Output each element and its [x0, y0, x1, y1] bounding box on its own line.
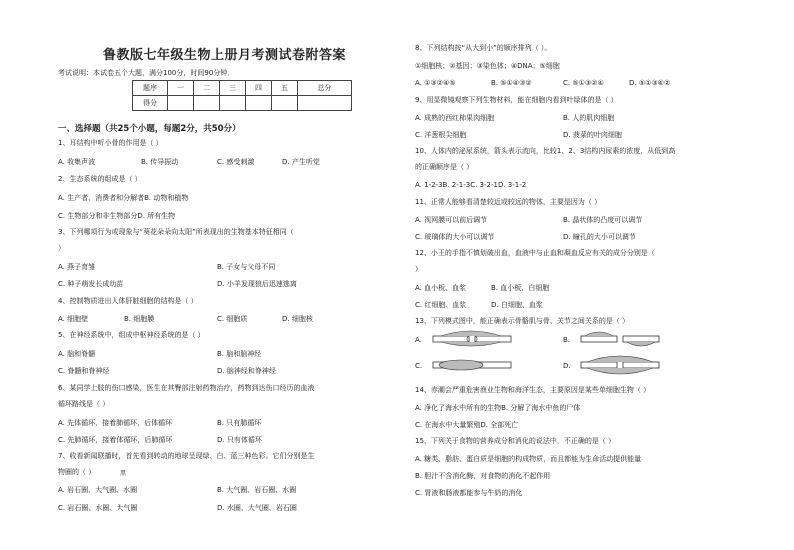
- option[interactable]: C. 生物部分和非生物部分D. 所有生物: [58, 212, 176, 220]
- question-stem: 15、下列关于食物的营养成分和消化的说法中，不正确的是（ ）: [415, 437, 616, 445]
- score-cell: 三: [220, 81, 246, 96]
- option[interactable]: B. 血小板、白细胞: [491, 284, 550, 292]
- score-cell[interactable]: [194, 96, 220, 111]
- option[interactable]: B. 传导振动: [141, 158, 179, 166]
- option[interactable]: B. 人的肌肉细胞: [563, 114, 615, 122]
- option[interactable]: C. 细胞质: [217, 315, 248, 323]
- question-stem: 12、小王的手指不慎划破出血，血液中与止血和凝血反应有关的成分分别是（: [415, 249, 655, 257]
- option[interactable]: B. 细胞膜: [124, 315, 155, 323]
- option[interactable]: B. 胆汁不含消化酶，对食物的消化不起作用: [415, 472, 551, 480]
- option[interactable]: C. 在海水中大量繁殖D. 全部死亡: [415, 421, 519, 429]
- score-cell: 题序: [133, 81, 168, 96]
- option[interactable]: C. 脊髓和脊神经: [58, 367, 110, 375]
- question-stem: 3、下列哪项行为或现象与“葵花朵朵向太阳”所表现出的生物基本特征相同（: [58, 228, 294, 236]
- bone-muscle-diagram-b: [579, 328, 663, 350]
- score-cell: 总分: [298, 81, 352, 96]
- page-title: 鲁教版七年级生物上册月考测试卷附答案: [102, 48, 346, 63]
- option[interactable]: B. 脑和脑神经: [217, 350, 262, 358]
- option[interactable]: A. 脑和脊髓: [58, 350, 96, 358]
- option[interactable]: C. 种子萌发长成幼苗: [58, 280, 124, 288]
- option-row[interactable]: A. 1-2-3B. 2-1-3C. 3-2-1D. 3-1-2: [415, 181, 527, 189]
- bone-muscle-diagram-a: [431, 328, 515, 350]
- score-cell: 五: [272, 81, 298, 96]
- score-table-header-row: [133, 81, 352, 96]
- question-items: ①细胞核；②基因；③染色体；④DNA；⑤细胞: [415, 62, 560, 70]
- option[interactable]: B. 只有肺循环: [217, 419, 262, 427]
- question-stem: 5、在神经系统中，组成中枢神经系统的是（ ）: [58, 331, 205, 339]
- option[interactable]: A. 血小板、血浆: [415, 284, 467, 292]
- option[interactable]: B. 大气圈、岩石圈、水圈: [217, 486, 297, 494]
- option[interactable]: A. 糖类、脂肪、蛋白质是细胞的构成物质，而且都能为生命活动提供能量: [415, 455, 642, 463]
- bone-muscle-diagram-d: [579, 354, 663, 376]
- score-cell: 得分: [133, 96, 168, 111]
- question-stem: 9、用显微镜观察下列生物材料，能在细胞内看到叶绿体的是（ ）: [415, 96, 618, 104]
- question-stem: 2、生态系统的组成是（ ）: [58, 175, 142, 183]
- question-stem: ）: [58, 244, 65, 252]
- question-stem: 物圈的（ ）: [58, 468, 96, 476]
- option[interactable]: D.: [563, 362, 571, 370]
- question-stem: ）: [415, 265, 422, 273]
- option[interactable]: A. 成熟的西红柿果肉细胞: [415, 114, 495, 122]
- option[interactable]: B. ⑤①④③②: [491, 79, 532, 87]
- section-heading: 一、选择题（共25个小题，每题2分，共50分）: [58, 124, 241, 134]
- exam-note: 考试说明：本试卷五个大题，满分100分，时间90分钟．: [58, 69, 235, 77]
- option[interactable]: C. 感受刺激: [217, 158, 255, 166]
- option[interactable]: A.: [415, 336, 422, 344]
- option[interactable]: C. 玻璃体的大小可以调节: [415, 233, 495, 241]
- score-cell[interactable]: [168, 96, 194, 111]
- score-table: [132, 80, 352, 111]
- option[interactable]: A. 收集声波: [58, 158, 96, 166]
- score-cell: 二: [194, 81, 220, 96]
- option[interactable]: C. 胃液和肠液都能参与牛奶的消化: [415, 489, 523, 497]
- score-cell[interactable]: [298, 96, 352, 111]
- question-stem: 8、下列结构按“从大到小”的顺序排列（ ）。: [415, 44, 552, 52]
- score-cell: 一: [168, 81, 194, 96]
- option[interactable]: B. 晶状体的凸度可以调节: [563, 216, 643, 224]
- question-stem: 1、耳结构中听小骨的作用是（ ）: [58, 139, 163, 147]
- margin-mark: 黑: [120, 470, 127, 477]
- option[interactable]: B. 子女与父母不同: [217, 263, 276, 271]
- option[interactable]: A. ①③②④⑤: [415, 79, 456, 87]
- score-cell[interactable]: [272, 96, 298, 111]
- question-stem: 13、下列模式图中，能正确表示骨骼肌与骨、关节之间关系的是（ ）: [415, 317, 630, 325]
- option[interactable]: D. 小羊发现狼后迅速逃离: [217, 280, 297, 288]
- option[interactable]: D. 瞳孔的大小可以调节: [563, 233, 636, 241]
- option[interactable]: A. 燕子育雏: [58, 263, 96, 271]
- option[interactable]: D. 只有体循环: [217, 436, 262, 444]
- option[interactable]: D. 产生听觉: [282, 158, 320, 166]
- option[interactable]: D. 白细胞、血浆: [491, 301, 543, 309]
- option[interactable]: A. 先体循环，接着肺循环，后体循环: [58, 419, 173, 427]
- option[interactable]: D. ⑤①③④②: [629, 79, 671, 87]
- score-table-score-row: [133, 96, 352, 111]
- option[interactable]: A. 净化了海水中所有的生物B. 分解了海水中鱼的尸体: [415, 404, 581, 412]
- option[interactable]: A. 视网膜可以前后调节: [415, 216, 488, 224]
- option[interactable]: C. 先肺循环，接着体循环，后肺循环: [58, 436, 173, 444]
- question-stem: 14、赤潮会严重危害渔业生物和海洋生态，主要原因是某些单细胞生物（ ）: [415, 386, 651, 394]
- option[interactable]: C. ⑤①③②④: [563, 79, 604, 87]
- option[interactable]: D. 脑神经和脊神经: [217, 367, 276, 375]
- option[interactable]: C. 岩石圈、水圈、大气圈: [58, 504, 138, 512]
- option[interactable]: C. 洋葱根尖细胞: [415, 131, 467, 139]
- question-stem: 7、收看新闻联播时，首先看到转动的地球呈现绿、白、蓝三种色彩。它们分别是生: [58, 452, 315, 460]
- option[interactable]: C.: [415, 362, 423, 370]
- option[interactable]: A. 细胞壁: [58, 315, 89, 323]
- question-stem: 循环路线是（ ）: [58, 400, 110, 408]
- question-stem: 11、正常人能够看清楚较近或较远的物体，主要是因为（ ）: [415, 198, 602, 206]
- question-stem: 的正确顺序是（ ）: [415, 163, 474, 171]
- option[interactable]: D. 菠菜的叶肉细胞: [563, 131, 622, 139]
- option[interactable]: B.: [563, 336, 571, 344]
- question-stem: 10、人体内的泌尿系统，箭头表示流向，比较1、2、3结构内尿素的浓度，从低到高: [415, 147, 676, 155]
- bone-muscle-diagram-c: [431, 354, 515, 376]
- question-stem: 6、某同学上肢的伤口感染，医生在其臀部注射药物治疗，药物到达伤口经历的血液: [58, 384, 315, 392]
- score-cell[interactable]: [246, 96, 272, 111]
- score-cell: 四: [246, 81, 272, 96]
- option[interactable]: A. 岩石圈、大气圈、水圈: [58, 486, 138, 494]
- score-cell[interactable]: [220, 96, 246, 111]
- question-stem: 4、控制物质进出人体肝脏细胞的结构是（ ）: [58, 297, 198, 305]
- option[interactable]: C. 红细胞、血浆: [415, 301, 467, 309]
- option[interactable]: D. 细胞核: [282, 315, 313, 323]
- option[interactable]: D. 水圈、大气圈、岩石圈: [217, 504, 297, 512]
- option[interactable]: A. 生产者、消费者和分解者B. 动物和植物: [58, 194, 189, 202]
